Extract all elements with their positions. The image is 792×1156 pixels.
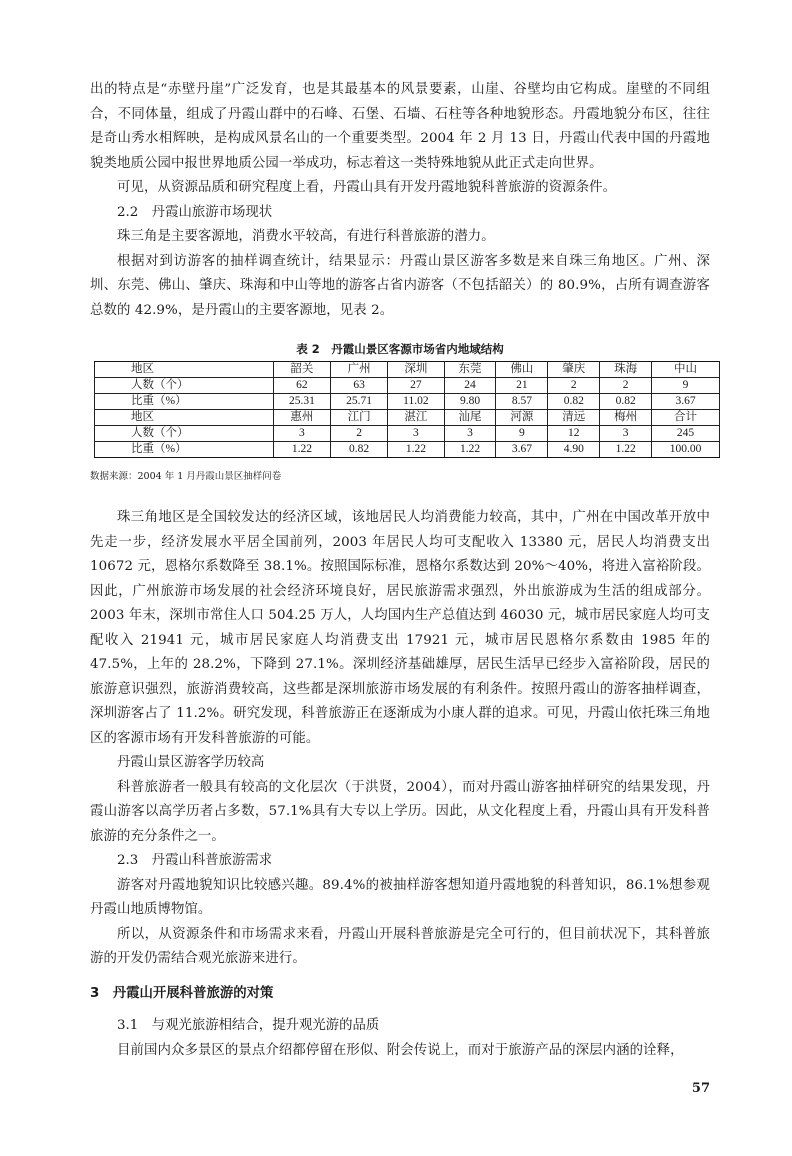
- table-cell: 湛江: [388, 410, 444, 426]
- table-cell: 9: [496, 426, 548, 442]
- table-cell: 24: [444, 378, 496, 394]
- subheading: 丹霞山景区游客学历较高: [117, 755, 265, 770]
- table-cell: 河源: [496, 410, 548, 426]
- table-row: [95, 362, 720, 378]
- table-cell: 3.67: [496, 442, 548, 458]
- table-cell: 肇庆: [548, 362, 600, 378]
- row-header-cell: 人数（个）: [95, 378, 274, 394]
- table-cell: 0.82: [330, 442, 387, 458]
- paragraph: 可见，从资源品质和研究程度上看，丹霞山具有开发丹霞地貌科普旅游的资源条件。: [117, 180, 617, 195]
- table-cell: 2: [548, 378, 600, 394]
- table-cell: 佛山: [496, 362, 548, 378]
- table-cell: 62: [273, 378, 330, 394]
- page-body: [90, 78, 710, 1063]
- table-cell: 惠州: [273, 410, 330, 426]
- table-cell: 3: [600, 426, 652, 442]
- table-cell: 25.71: [330, 394, 387, 410]
- table-cell: 3: [388, 426, 444, 442]
- table-cell: 1.22: [444, 442, 496, 458]
- table-cell: 汕尾: [444, 410, 496, 426]
- table-cell: 9: [652, 378, 720, 394]
- paragraph: 游客对丹霞地貌知识比较感兴趣。89.4%的被抽样游客想知道丹霞地貌的科普知识，86.1%想参观丹霞山地质博物馆。: [90, 877, 710, 917]
- row-header-cell: 地区: [95, 410, 274, 426]
- table-cell: 25.31: [273, 394, 330, 410]
- table-cell: 1.22: [388, 442, 444, 458]
- table-cell: 9.80: [444, 394, 496, 410]
- table-cell: 梅州: [600, 410, 652, 426]
- table-cell: 合计: [652, 410, 720, 426]
- paragraph: 珠三角是主要客源地，消费水平较高，有进行科普旅游的潜力。: [117, 229, 495, 244]
- page-number: 57: [691, 1081, 710, 1096]
- table-cell: 清远: [548, 410, 600, 426]
- table-cell: 韶关: [273, 362, 330, 378]
- paragraph: 目前国内众多景区的景点介绍都停留在形似、附会传说上，而对于旅游产品的深层内涵的诠释，: [117, 1042, 684, 1058]
- table-row: [95, 394, 720, 410]
- table-cell: 3.67: [652, 394, 720, 410]
- section-heading: 2.2 丹霞山旅游市场现状: [117, 204, 273, 220]
- table-cell: 63: [330, 378, 387, 394]
- table-cell: 珠海: [600, 362, 652, 378]
- row-header-cell: 人数（个）: [95, 426, 274, 442]
- table-row: [95, 410, 720, 426]
- row-header-cell: 比重（%）: [95, 394, 274, 410]
- paragraph: 科普旅游者一般具有较高的文化层次（于洪贤，2004），而对丹霞山游客抽样研究的结果发现，丹霞山游客以高学历者占多数，57.1%具有大专以上学历。因此，从文化程度上看，丹霞山具有开发科普旅游的充分条件之一。: [90, 779, 710, 844]
- table-cell: 1.22: [273, 442, 330, 458]
- table-cell: 深圳: [388, 362, 444, 378]
- table-cell: 245: [652, 426, 720, 442]
- table-cell: 3: [273, 426, 330, 442]
- table-cell: 0.82: [600, 394, 652, 410]
- row-header-cell: 地区: [95, 362, 274, 378]
- table-source: 数据来源：2004 年 1 月丹霞山景区抽样问卷: [90, 471, 282, 482]
- table-cell: 8.57: [496, 394, 548, 410]
- section-heading: 3.1 与观光旅游相结合，提升观光游的品质: [117, 1018, 380, 1033]
- table-cell: 100.00: [652, 442, 720, 458]
- section-heading: 2.3 丹霞山科普旅游需求: [117, 853, 273, 868]
- table-cell: 27: [388, 378, 444, 394]
- table-cell: 2: [330, 426, 387, 442]
- table-cell: 中山: [652, 362, 720, 378]
- table-cell: 11.02: [388, 394, 444, 410]
- table-cell: 4.90: [548, 442, 600, 458]
- table-cell: 12: [548, 426, 600, 442]
- table-row: [95, 426, 720, 442]
- paragraph: 出的特点是“赤壁丹崖”广泛发育，也是其最基本的风景要素，山崖、谷壁均由它构成。崖壁的不同组合，不同体量，组成了丹霞山群中的石峰、石堡、石墙、石柱等各种地貌形态。丹霞地貌分布区，往往是奇山秀水相辉映，是构成风景名山的一个重要类型。2004 年 2 月 13 日，丹霞山代表中国的丹霞地貌类地质公园中报世界地质公园一举成功，标志着这一类特殊地貌从此正式走向世界。: [90, 82, 710, 171]
- table-row: [95, 442, 720, 458]
- table-cell: 2: [600, 378, 652, 394]
- paragraph: 珠三角地区是全国较发达的经济区域，该地居民人均消费能力较高，其中，广州在中国改革开放中先走一步，经济发展水平居全国前列，2003 年居民人均可支配收入 13380 元，居民人均消费支出 10672 元，恩格尔系数降至 38.1%。按照国际标准，恩格尔系数达到 20%～40%，将进入富裕阶段。因此，广州旅游市场发展的社会经济环境良好，居民旅游需求强烈，外出旅游成为生活的组成部分。2003 年末，深圳市常住人口 504.25 万人，人均国内生产总值达到 46030 元，城市居民家庭人均可支配收入 21941 元，城市居民家庭人均消费支出 17921 元，城市居民恩格尔系数由 1985 年的 47.5%，上年的 28.2%，下降到 27.1%。深圳经济基础雄厚，居民生活早已经步入富裕阶段，居民的旅游意识强烈，旅游消费较高，这些都是深圳旅游市场发展的有利条件。按照丹霞山的游客抽样调查，深圳游客占了 11.2%。研究发现，科普旅游正在逐渐成为小康人群的追求。可见，丹霞山依托珠三角地区的客源市场有开发科普旅游的可能。: [90, 510, 710, 746]
- table-cell: 东莞: [444, 362, 496, 378]
- table-cell: 21: [496, 378, 548, 394]
- table-cell: 0.82: [548, 394, 600, 410]
- table-cell: 江门: [330, 410, 387, 426]
- chapter-heading: 3 丹霞山开展科普旅游的对策: [90, 985, 274, 1001]
- data-table: [94, 361, 720, 458]
- paragraph: 根据对到访游客的抽样调查统计，结果显示：丹霞山景区游客多数是来自珠三角地区。广州、深圳、东莞、佛山、肇庆、珠海和中山等地的游客占省内游客（不包括韶关）的 80.9%，占所有调查游客总数的 42.9%，是丹霞山的主要客源地，见表 2。: [90, 253, 710, 318]
- table-caption: 表 2 丹霞山景区客源市场省内地域结构: [296, 342, 504, 356]
- table-cell: 广州: [330, 362, 387, 378]
- row-header-cell: 比重（%）: [95, 442, 274, 458]
- paragraph: 所以，从资源条件和市场需求来看，丹霞山开展科普旅游是完全可行的，但目前状况下，其科普旅游的开发仍需结合观光旅游来进行。: [90, 926, 710, 966]
- table-row: [95, 378, 720, 394]
- table-cell: 3: [444, 426, 496, 442]
- table-cell: 1.22: [600, 442, 652, 458]
